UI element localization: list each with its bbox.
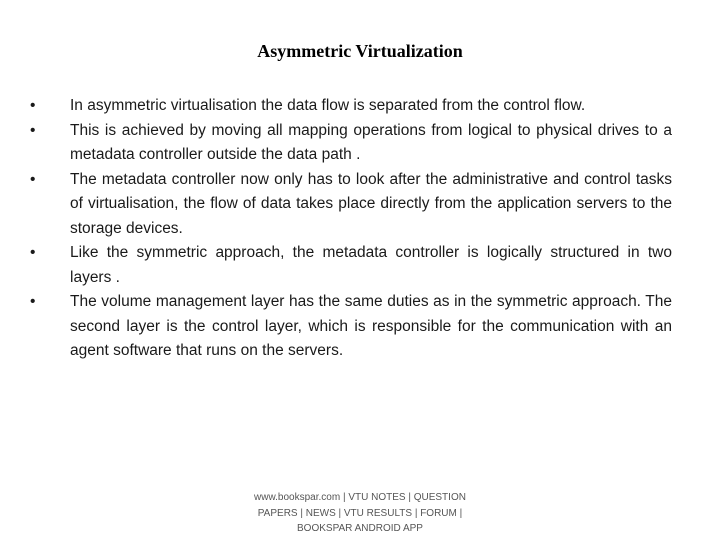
bullet-dot-icon: • (30, 293, 36, 310)
bullet-item (30, 168, 672, 242)
bullet-text: This is achieved by moving all mapping operations from logical to physical drives to a metadata controller outside the data path . (70, 121, 672, 163)
bullet-item (30, 94, 672, 119)
bullet-text: The volume management layer has the same duties as in the symmetric approach. The second layer is the control layer, which is responsible for the communication with an agent software that runs on the servers. (70, 293, 672, 359)
bullet-item (30, 290, 672, 364)
bullet-text: In asymmetric virtualisation the data flow is separated from the control flow. (70, 97, 586, 114)
bullet-dot-icon: • (30, 170, 36, 188)
bullet-list (30, 94, 672, 364)
footer-text: www.bookspar.com | VTU NOTES | QUESTION PAPERS | NEWS | VTU RESULTS | FORUM | BOOKSPAR ANDROID APP (254, 492, 466, 534)
bullet-text: The metadata controller now only has to look after the administrative and control tasks of virtualisation, the flow of data takes place directly from the application servers to the storage devices. (70, 170, 672, 237)
bullet-item (30, 241, 672, 290)
bullet-dot-icon: • (30, 97, 36, 114)
bullet-dot-icon: • (30, 244, 36, 261)
slide-title: Asymmetric Virtualization (257, 41, 463, 61)
bullet-item (30, 119, 672, 168)
bullet-text: Like the symmetric approach, the metadata controller is logically structured in two layers . (70, 244, 672, 286)
bullet-dot-icon: • (30, 121, 36, 139)
